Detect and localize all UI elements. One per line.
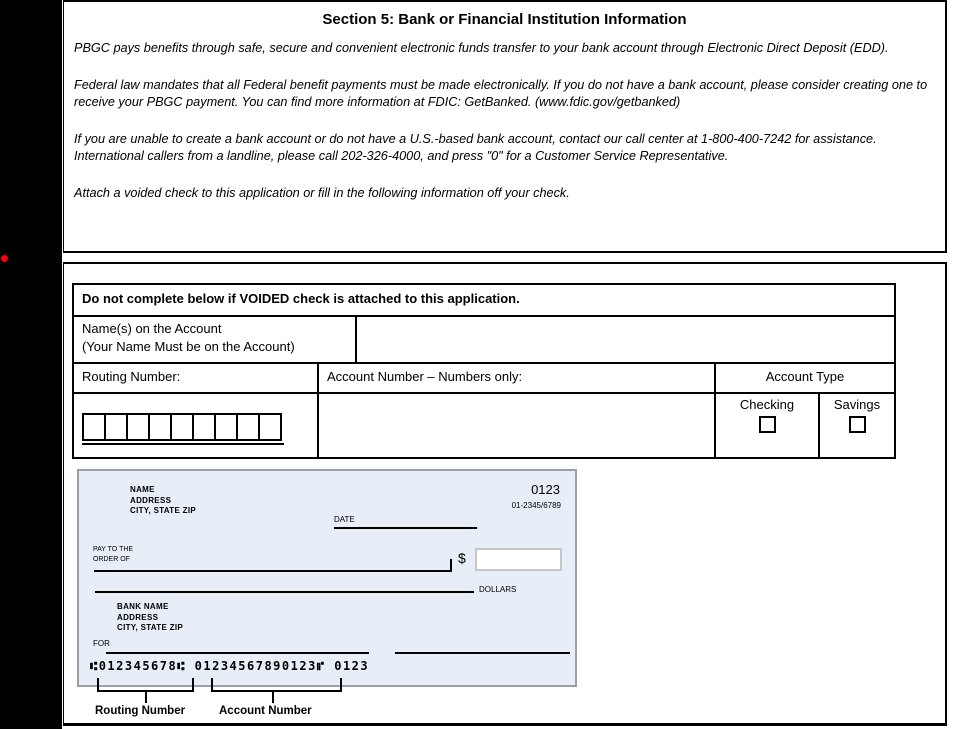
routing-digit-box[interactable] [214, 413, 236, 441]
check-dollars-line [95, 591, 474, 593]
check-bank-block [117, 602, 183, 634]
check-fractional-routing: 01-2345/6789 [511, 501, 561, 510]
account-type-cell [716, 394, 894, 457]
checking-option [716, 394, 820, 457]
intro-paragraph-attach-check: Attach a voided check to this application or fill in the following information off your check. [74, 186, 570, 200]
routing-number-boxes [82, 413, 282, 441]
section-intro-box [63, 0, 947, 253]
check-dollars-label: DOLLARS [479, 585, 517, 594]
routing-digit-box[interactable] [236, 413, 258, 441]
check-micr-line: ⑆012345678⑆ 01234567890123⑈ 0123 [90, 659, 370, 673]
account-number-label: Account Number – Numbers only: [319, 364, 716, 392]
check-pay-to-line1: PAY TO THE [93, 546, 134, 553]
routing-digit-box[interactable] [258, 413, 282, 441]
check-dollar-sign: $ [458, 550, 466, 566]
intro-paragraph-call-center: If you are unable to create a bank account or do not have a U.S.-based bank account, contact our call center at 1-800-400-7242 for assistance. International callers from a landline, please call 202-326-4000, and press "0" for a Customer Service Representative. [74, 132, 877, 163]
account-names-row [74, 315, 894, 362]
account-number-callout: Account Number [219, 705, 312, 717]
check-date-line: DATE [334, 515, 477, 529]
routing-digit-box[interactable] [192, 413, 214, 441]
savings-checkbox[interactable] [849, 416, 866, 433]
intro-paragraph-edd: PBGC pays benefits through safe, secure and convenient electronic funds transfer to your bank account through Electronic Direct Deposit (EDD). [74, 41, 889, 55]
routing-number-label: Routing Number: [74, 364, 319, 392]
checking-checkbox[interactable] [759, 416, 776, 433]
savings-label: Savings [833, 397, 881, 412]
sample-check-image [77, 469, 577, 687]
routing-digit-box[interactable] [82, 413, 104, 441]
check-bank-city: CITY, STATE ZIP [117, 623, 183, 632]
checking-label: Checking [739, 397, 795, 412]
intro-paragraphs [74, 40, 931, 202]
routing-boxes-underline [82, 443, 284, 445]
account-number-bracket [211, 678, 342, 692]
savings-option [820, 394, 894, 457]
routing-number-callout: Routing Number [95, 705, 186, 717]
routing-digit-box[interactable] [126, 413, 148, 441]
red-marker-dot [1, 255, 8, 262]
check-payer-block [130, 485, 196, 517]
routing-digit-box[interactable] [170, 413, 192, 441]
account-number-input[interactable] [319, 394, 716, 457]
voided-check-warning: Do not complete below if VOIDED check is attached to this application. [82, 291, 520, 306]
check-bank-name: BANK NAME [117, 602, 169, 611]
scan-black-margin-bar [0, 0, 62, 729]
field-input-row [74, 392, 894, 457]
check-number: 0123 [531, 482, 560, 497]
routing-number-bracket-stem [145, 692, 147, 703]
check-for-label: FOR [93, 639, 110, 648]
intro-paragraph-federal-law: Federal law mandates that all Federal benefit payments must be made electronically. If you do not have a bank account, please consider creating one to receive your PBGC payment. You can find more information at FDIC: GetBanked. (www.fdic.gov/getbanked) [74, 78, 928, 109]
check-bank-address: ADDRESS [117, 612, 159, 622]
check-signature-line [395, 652, 570, 654]
account-names-label [74, 317, 357, 362]
check-payer-address: ADDRESS [130, 495, 172, 505]
routing-digit-box[interactable] [148, 413, 170, 441]
section-title: Section 5: Bank or Financial Institution Information [322, 11, 687, 28]
check-payer-name: NAME [130, 485, 155, 494]
routing-digit-box[interactable] [104, 413, 126, 441]
check-amount-box [475, 548, 562, 571]
check-payer-city: CITY, STATE ZIP [130, 506, 196, 515]
check-pay-to-line2: ORDER OF [93, 555, 130, 563]
bank-info-table [72, 283, 896, 459]
field-header-row [74, 362, 894, 392]
routing-number-bracket [97, 678, 194, 692]
account-type-label: Account Type [765, 369, 845, 384]
check-payee-line [94, 559, 452, 572]
bank-info-box [63, 262, 947, 726]
routing-number-cell [74, 394, 319, 457]
account-names-input[interactable] [357, 317, 894, 362]
account-names-label-line2: (Your Name Must be on the Account) [82, 339, 295, 354]
check-for-line [106, 652, 369, 654]
account-number-bracket-stem [272, 692, 274, 703]
account-names-label-line1: Name(s) on the Account [82, 321, 222, 336]
